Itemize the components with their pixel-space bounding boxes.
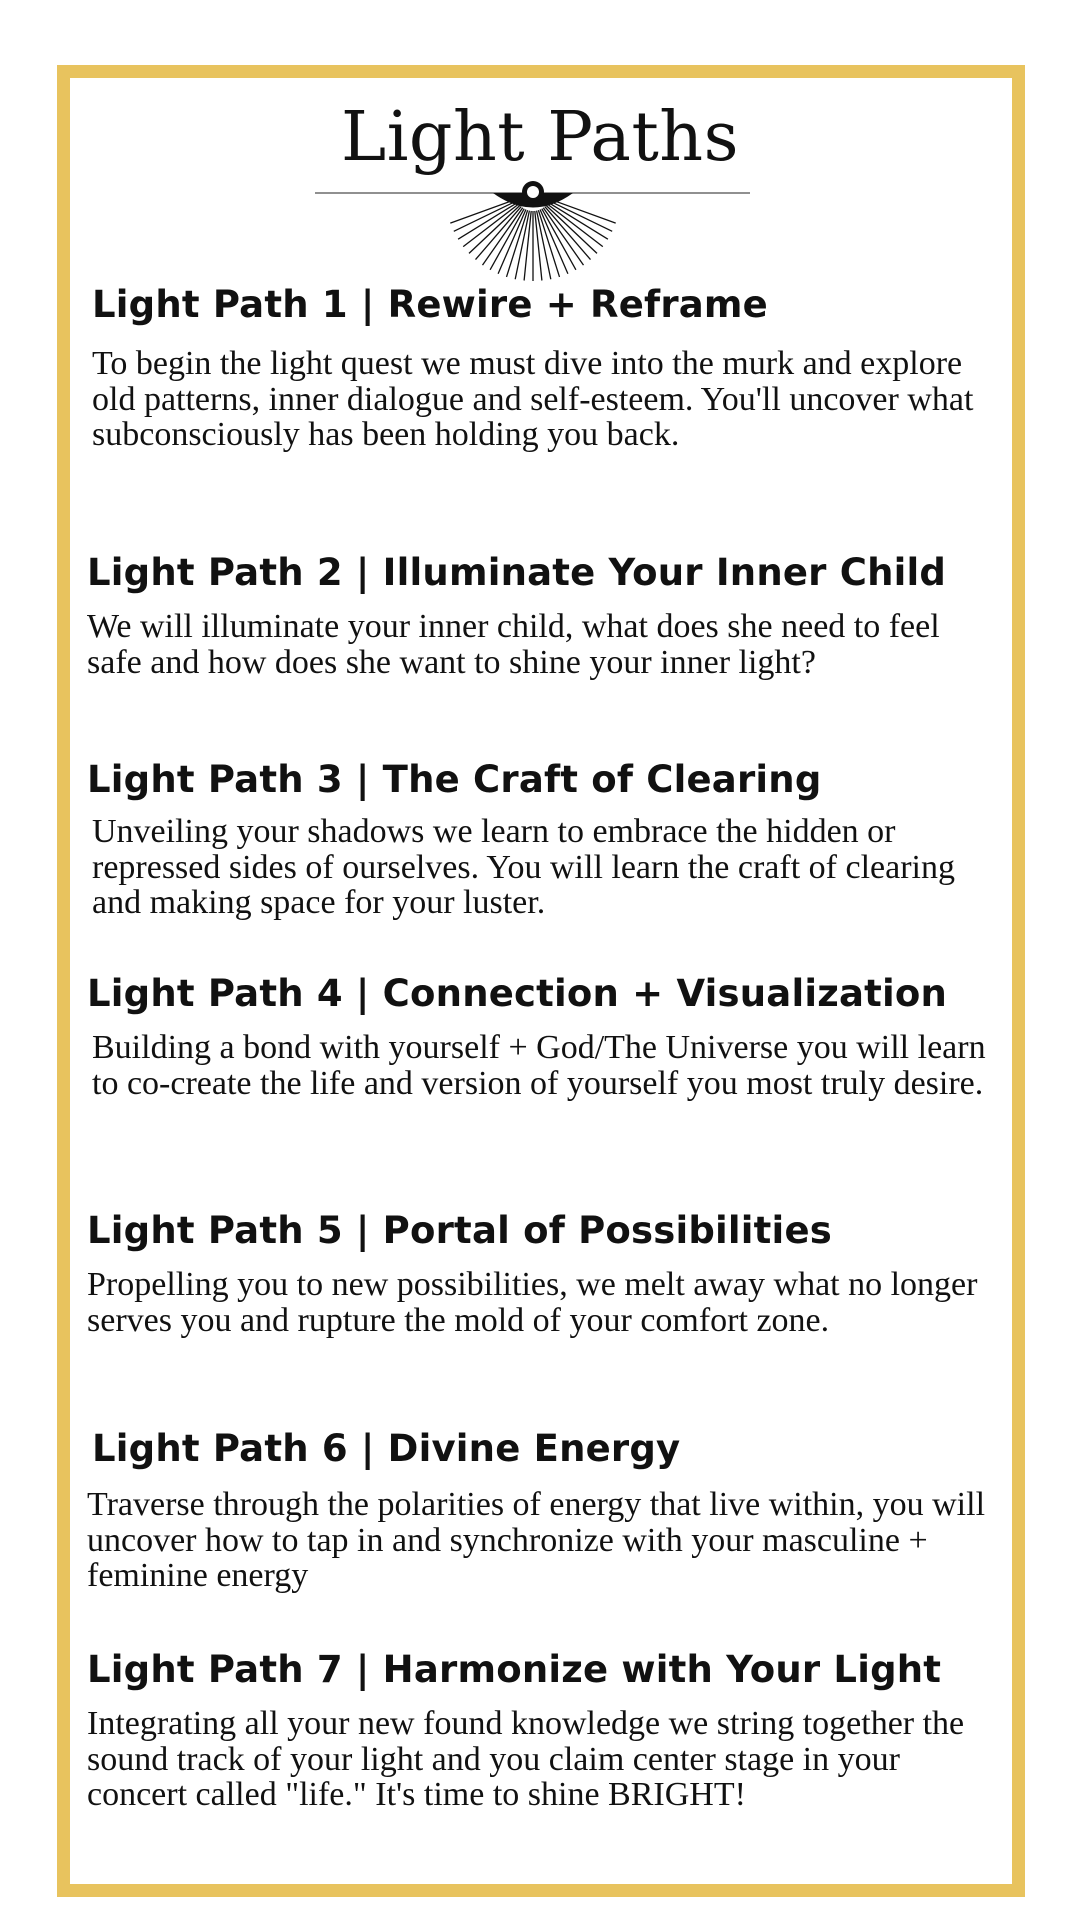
section-heading-6: Light Path 6 | Divine Energy xyxy=(92,1427,681,1470)
section-heading-3: Light Path 3 | The Craft of Clearing xyxy=(87,758,822,801)
page-title: Light Paths xyxy=(341,98,739,177)
section-heading-2: Light Path 2 | Illuminate Your Inner Child xyxy=(87,551,947,594)
section-heading-5: Light Path 5 | Portal of Possibilities xyxy=(87,1209,832,1252)
sunburst-icon xyxy=(315,180,750,290)
section-body-3: Unveiling your shadows we learn to embrace the hidden or repressed sides of ourselves. You will learn the craft of clearing and making space for your luster. xyxy=(92,813,955,921)
section-body-2: We will illuminate your inner child, what does she need to feel safe and how does she want to shine your inner light? xyxy=(87,608,940,681)
section-heading-1: Light Path 1 | Rewire + Reframe xyxy=(92,283,768,326)
section-heading-7: Light Path 7 | Harmonize with Your Light xyxy=(87,1648,942,1691)
section-body-7: Integrating all your new found knowledge we string together the sound track of your light and you claim center stage in your concert called "life." It's time to shine BRIGHT! xyxy=(87,1705,965,1813)
section-body-5: Propelling you to new possibilities, we melt away what no longer serves you and rupture the mold of your comfort zone. xyxy=(87,1266,978,1339)
section-body-4: Building a bond with yourself + God/The Universe you will learn to co-create the life and version of yourself you most truly desire. xyxy=(92,1029,986,1102)
section-body-6: Traverse through the polarities of energy that live within, you will uncover how to tap in and synchronize with your masculine + feminine energy xyxy=(87,1486,986,1594)
section-heading-4: Light Path 4 | Connection + Visualization xyxy=(87,972,948,1015)
section-body-1: To begin the light quest we must dive into the murk and explore old patterns, inner dialogue and self-esteem. You'll uncover what subconsciously has been holding you back. xyxy=(92,345,974,453)
